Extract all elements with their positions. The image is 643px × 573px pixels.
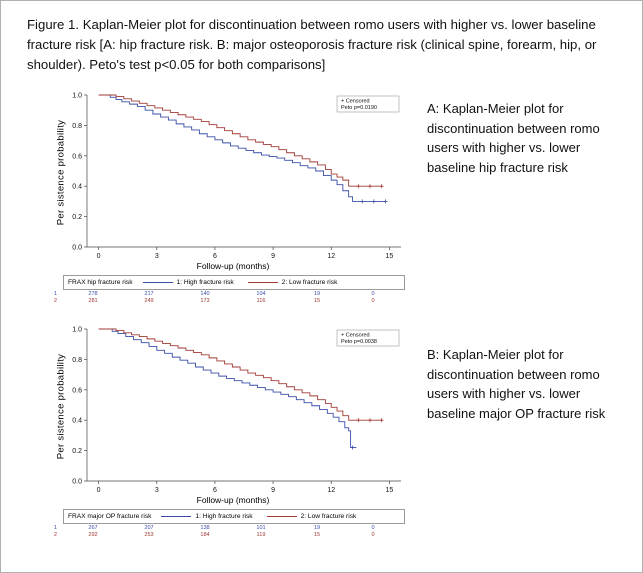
at-risk-cell: 292 xyxy=(88,532,98,538)
kaplan-meier-chart-b xyxy=(57,319,409,509)
svg-text:9: 9 xyxy=(271,487,276,494)
at-risk-cell: 184 xyxy=(200,532,210,538)
svg-text:0.4: 0.4 xyxy=(72,183,82,191)
x-axis-label-a: Follow-up (months) xyxy=(196,261,270,271)
legend-entry-low-a xyxy=(248,279,352,286)
svg-text:0: 0 xyxy=(96,487,101,494)
legend-title-b: FRAX major OP fracture risk xyxy=(68,513,152,520)
svg-text:0.8: 0.8 xyxy=(72,356,82,364)
y-axis-label-b: Per sistence probability xyxy=(55,353,67,460)
svg-text:+ Censored: + Censored xyxy=(341,98,370,105)
at-risk-cell: 104 xyxy=(256,291,266,297)
legend-swatch-icon xyxy=(248,282,278,283)
svg-text:0.0: 0.0 xyxy=(72,478,82,486)
at-risk-table-b xyxy=(41,525,411,539)
at-risk-cell: 281 xyxy=(88,298,98,304)
at-risk-row xyxy=(41,291,411,298)
panel-a-description: A: Kaplan-Meier plot for discontinuation between romo users with higher vs. lower baseline hip fracture risk xyxy=(427,101,600,175)
legend-label-low-b: 2: Low fracture risk xyxy=(300,513,357,520)
svg-text:0: 0 xyxy=(96,253,101,260)
svg-text:0.0: 0.0 xyxy=(72,244,82,252)
svg-text:15: 15 xyxy=(385,487,394,494)
legend-label-high-a: 1: High fracture risk xyxy=(176,279,234,286)
y-axis-label-a: Per sistence probability xyxy=(55,119,67,226)
at-risk-cell: 15 xyxy=(313,298,321,304)
at-risk-cell: 217 xyxy=(144,291,154,297)
svg-text:12: 12 xyxy=(327,253,336,260)
panel-b xyxy=(23,319,623,539)
at-risk-row xyxy=(41,298,411,305)
svg-text:1.0: 1.0 xyxy=(72,326,82,334)
legend-entry-high-a xyxy=(143,279,248,286)
at-risk-index: 1 xyxy=(53,291,57,297)
at-risk-cell: 140 xyxy=(200,291,210,297)
at-risk-index: 2 xyxy=(53,532,57,538)
legend-swatch-icon xyxy=(161,516,191,517)
svg-text:6: 6 xyxy=(212,253,217,260)
at-risk-cell: 0 xyxy=(371,532,375,538)
svg-text:15: 15 xyxy=(385,253,394,260)
legend-entry-low-b xyxy=(267,513,371,520)
svg-text:3: 3 xyxy=(154,253,159,260)
at-risk-row xyxy=(41,532,411,539)
legend-b xyxy=(63,509,405,524)
svg-text:6: 6 xyxy=(212,487,217,494)
panel-b-description: B: Kaplan-Meier plot for discontinuation between romo users with higher vs. lower baseline major OP fracture risk xyxy=(427,347,606,421)
svg-text:9: 9 xyxy=(271,253,276,260)
legend-label-high-b: 1: High fracture risk xyxy=(195,513,253,520)
svg-text:Peto p=0.0038: Peto p=0.0038 xyxy=(341,339,377,345)
at-risk-cell: 278 xyxy=(88,291,98,297)
svg-text:+ Censored: + Censored xyxy=(341,332,370,339)
at-risk-cell: 267 xyxy=(88,525,98,531)
at-risk-cell: 253 xyxy=(144,532,154,538)
plot-b xyxy=(23,319,413,539)
at-risk-cell: 173 xyxy=(200,298,210,304)
legend-a xyxy=(63,275,405,290)
at-risk-cell: 0 xyxy=(371,298,375,304)
at-risk-cell: 138 xyxy=(200,525,210,531)
legend-swatch-icon xyxy=(267,516,297,517)
at-risk-cell: 0 xyxy=(371,291,375,297)
legend-title-a: FRAX hip fracture risk xyxy=(68,279,133,286)
at-risk-index: 1 xyxy=(53,525,57,531)
panel-a xyxy=(23,85,623,305)
svg-text:3: 3 xyxy=(154,487,159,494)
at-risk-cell: 119 xyxy=(256,532,266,538)
at-risk-cell: 15 xyxy=(313,532,321,538)
at-risk-table-a xyxy=(41,291,411,305)
svg-text:0.8: 0.8 xyxy=(72,122,82,130)
panels-container xyxy=(23,85,623,553)
at-risk-index: 2 xyxy=(53,298,57,304)
figure-caption: Figure 1. Kaplan-Meier plot for discontinuation between romo users with higher vs. lower baseline fracture risk [A: hip fracture risk. B: major osteoporosis fracture risk (clinical spine, forearm, hip, or shoulder). Peto's test p<0.05 for both comparisons] xyxy=(27,17,597,73)
at-risk-cell: 19 xyxy=(313,291,321,297)
legend-entry-high-b xyxy=(161,513,266,520)
at-risk-cell: 249 xyxy=(144,298,154,304)
at-risk-cell: 0 xyxy=(371,525,375,531)
svg-text:0.6: 0.6 xyxy=(72,153,82,161)
at-risk-cell: 116 xyxy=(256,298,266,304)
svg-text:0.6: 0.6 xyxy=(72,387,82,395)
svg-text:0.4: 0.4 xyxy=(72,417,82,425)
at-risk-cell: 19 xyxy=(313,525,321,531)
svg-text:1.0: 1.0 xyxy=(72,92,82,100)
svg-text:12: 12 xyxy=(327,487,336,494)
svg-text:0.2: 0.2 xyxy=(72,448,82,456)
legend-swatch-icon xyxy=(143,282,173,283)
svg-text:Peto p=0.0190: Peto p=0.0190 xyxy=(341,105,377,111)
kaplan-meier-chart-a xyxy=(57,85,409,275)
at-risk-row xyxy=(41,525,411,532)
at-risk-cell: 207 xyxy=(144,525,154,531)
legend-label-low-a: 2: Low fracture risk xyxy=(281,279,338,286)
x-axis-label-b: Follow-up (months) xyxy=(196,495,270,505)
svg-text:0.2: 0.2 xyxy=(72,214,82,222)
plot-a xyxy=(23,85,413,305)
at-risk-cell: 101 xyxy=(256,525,266,531)
